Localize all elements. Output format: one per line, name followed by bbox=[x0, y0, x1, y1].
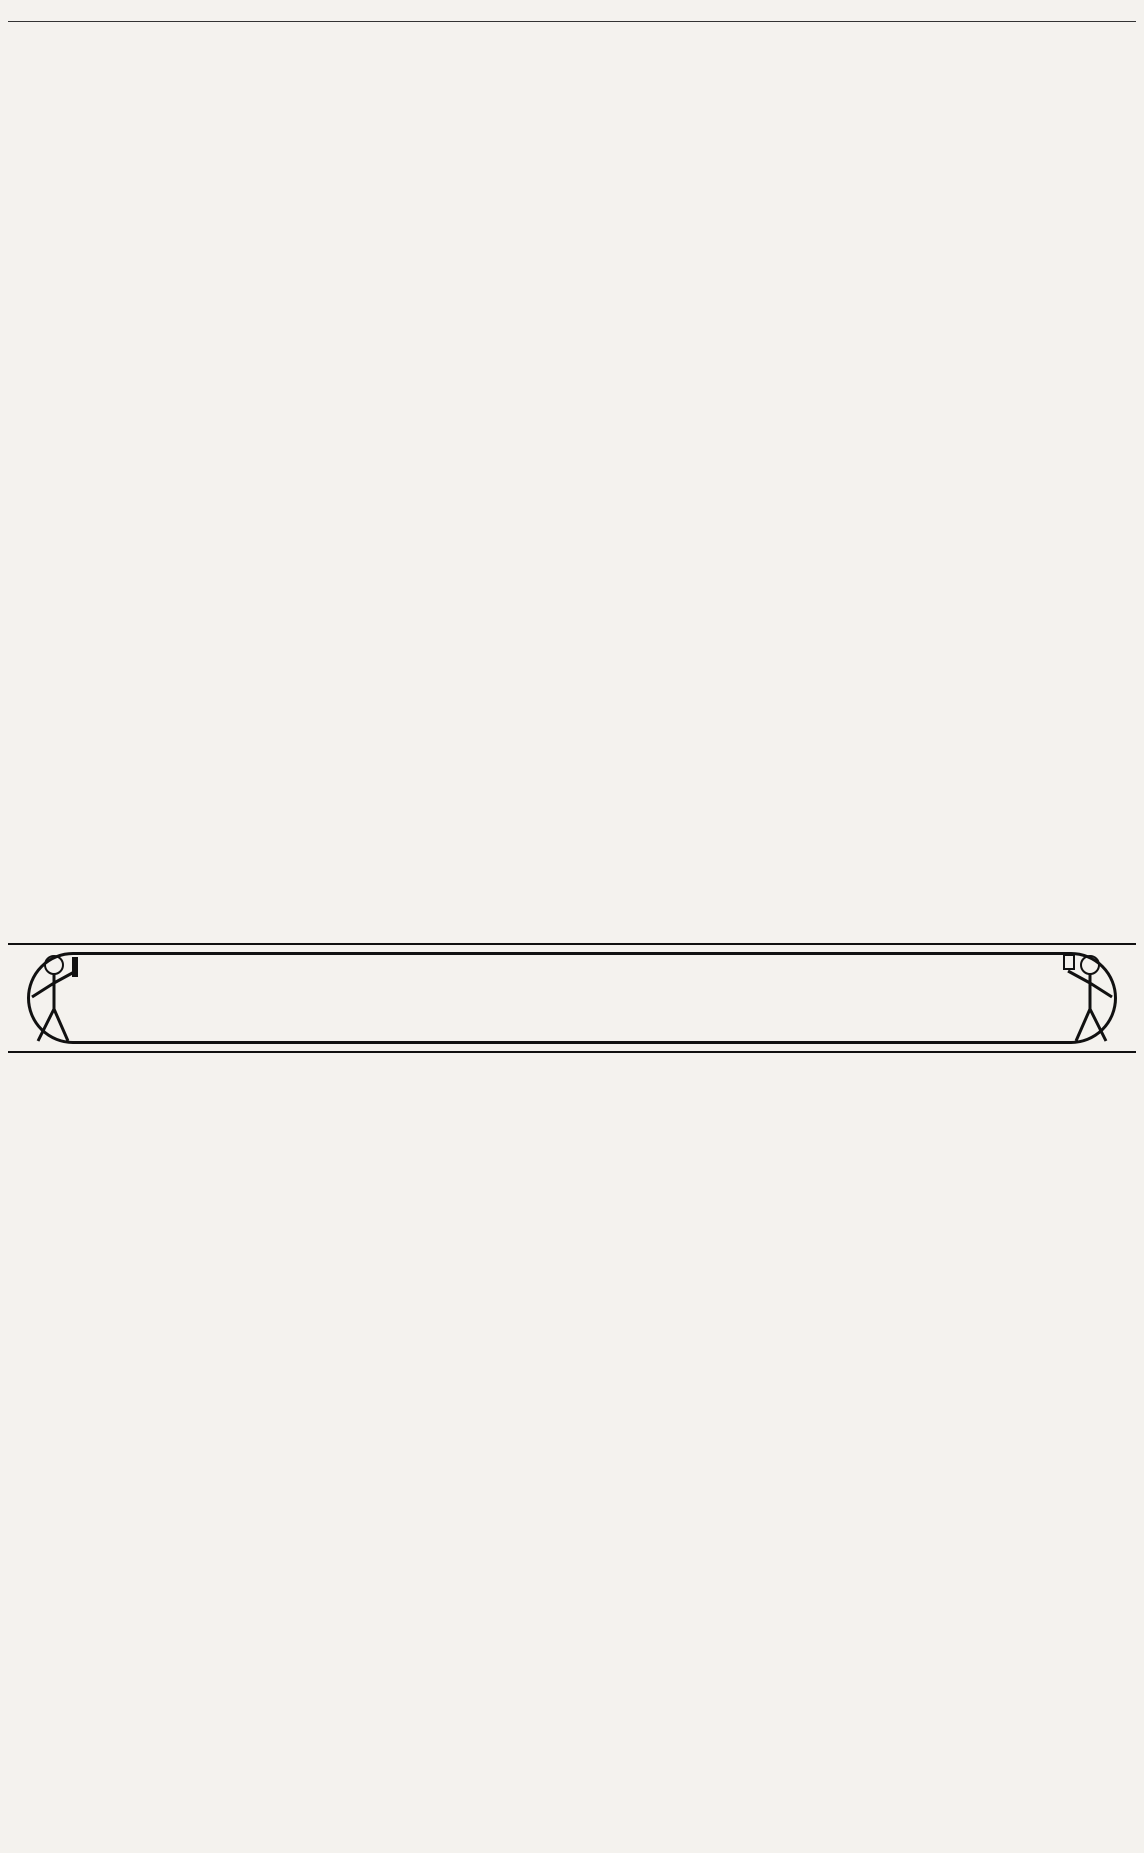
running-head bbox=[8, 6, 1136, 22]
service-guide-columns bbox=[8, 1057, 1136, 1847]
classified-columns bbox=[8, 25, 1136, 935]
banner-oval bbox=[27, 952, 1117, 1044]
home-service-guide-banner bbox=[8, 943, 1136, 1053]
painter-figure-icon bbox=[1056, 951, 1126, 1047]
handyman-figure-icon bbox=[18, 951, 88, 1047]
